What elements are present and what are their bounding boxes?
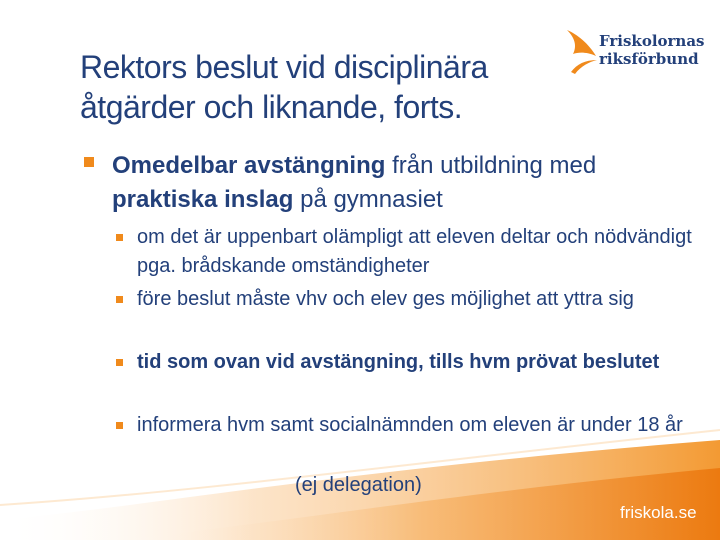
footer-website-link[interactable]: friskola.se <box>620 503 697 522</box>
sub-bullet-square-icon <box>116 422 123 429</box>
sub-bullet-square-icon <box>116 234 123 241</box>
slide-title-line-2: åtgärder och liknande, forts. <box>80 89 463 125</box>
sub-bullet-square-icon <box>116 359 123 366</box>
sub-bullet-text: om det är uppenbart olämpligt att eleven deltar och nödvändigt pga. brådskande omständigheter <box>137 226 692 277</box>
sub-bullet-text: informera hvm samt socialnämnden om eleven är under 18 år <box>137 414 683 436</box>
sub-bullet-text: före beslut måste vhv och elev ges möjlighet att yttra sig <box>137 288 634 310</box>
sub-bullet-square-icon <box>116 296 123 303</box>
logo-text-line-1: Friskolornas <box>599 32 705 50</box>
main-bullet-bold-1: Omedelbar avstängning <box>112 152 386 179</box>
logo-text-line-2: riksförbund <box>599 50 699 68</box>
delegation-note: (ej delegation) <box>295 474 422 496</box>
main-bullet-bold-2: praktiska inslag <box>112 186 294 213</box>
slide-title-line-1: Rektors beslut vid disciplinära <box>80 49 488 85</box>
main-bullet-text-1: från utbildning med <box>385 152 597 179</box>
main-bullet-text-2: på gymnasiet <box>293 186 443 213</box>
main-bullet-text <box>112 149 702 217</box>
sub-bullet-text: tid som ovan vid avstängning, tills hvm prövat beslutet <box>137 351 660 373</box>
bullet-square-icon <box>84 157 94 167</box>
